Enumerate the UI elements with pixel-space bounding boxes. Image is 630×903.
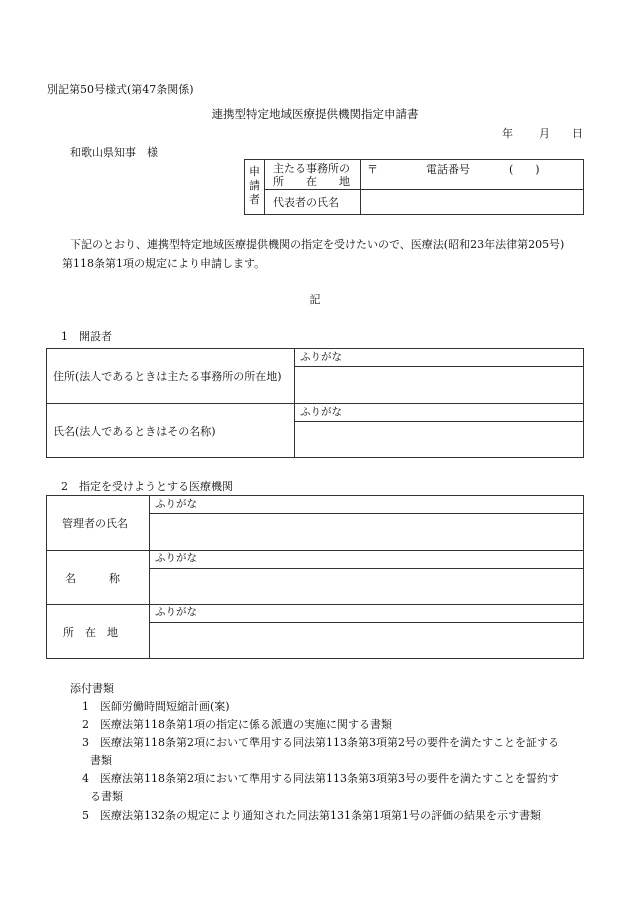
phone-label: 電話番号 — [426, 163, 470, 176]
section1-heading: 1 開設者 — [61, 330, 112, 343]
opener-address-label: 住所(法人であるときは主たる事務所の所在地) — [53, 370, 282, 383]
attachment-item-2: 2 医療法第118条第1項の指定に係る派遣の実施に関する書類 — [82, 718, 392, 731]
date-day: 日 — [572, 127, 583, 140]
addressee: 和歌山県知事 様 — [70, 146, 158, 159]
opener-address-furigana-label: ふりがな — [300, 351, 342, 363]
administrator-name-label: 管理者の氏名 — [62, 517, 128, 530]
section2-row-divider-2 — [46, 604, 584, 605]
location-furigana-label: ふりがな — [155, 606, 197, 618]
phone-parens: ( ) — [509, 163, 540, 176]
opener-address-field[interactable] — [296, 368, 582, 402]
opener-name-label: 氏名(法人であるときはその名称) — [53, 425, 216, 438]
request-paragraph-line2: 第118条第1項の規定により申請します。 — [62, 257, 266, 270]
applicant-divider-label — [360, 159, 361, 215]
attachment-item-3-line2: 書類 — [90, 754, 112, 767]
applicant-side-char-3: 者 — [249, 193, 260, 206]
section1-furigana-divider-2 — [294, 421, 584, 422]
date-year: 年 — [502, 127, 513, 140]
attachments-heading: 添付書類 — [70, 682, 114, 695]
request-paragraph-line1: 下記のとおり、連携型特定地域医療提供機関の指定を受けたいので、医療法(昭和23年法律第205号) — [70, 238, 565, 251]
administrator-furigana-label: ふりがな — [155, 498, 197, 510]
office-address-label-1: 主たる事務所の — [273, 162, 350, 175]
document-title: 連携型特定地域医療提供機関指定申請書 — [211, 107, 419, 121]
office-address-label-2: 所 在 地 — [273, 175, 350, 188]
form-number: 別記第50号様式(第47条関係) — [47, 83, 194, 96]
institution-location-field[interactable] — [151, 624, 582, 658]
opener-name-furigana-label: ふりがな — [300, 406, 342, 418]
section2-col-divider — [149, 495, 150, 659]
applicant-divider-side — [264, 159, 265, 215]
section2-furigana-divider-2 — [149, 568, 584, 569]
representative-label: 代表者の氏名 — [273, 196, 339, 209]
section2-furigana-divider-1 — [149, 513, 584, 514]
administrator-name-field[interactable] — [151, 515, 582, 549]
postal-mark: 〒 — [367, 163, 378, 176]
applicant-row-divider — [264, 189, 584, 190]
section1-furigana-divider-1 — [294, 366, 584, 367]
section2-furigana-divider-3 — [149, 622, 584, 623]
attachment-item-4-line2: る書類 — [90, 790, 123, 803]
date-month: 月 — [539, 127, 550, 140]
section2-row-divider-1 — [46, 550, 584, 551]
applicant-side-char-2: 請 — [249, 179, 260, 192]
ki-marker: 記 — [309, 293, 321, 306]
attachment-item-5: 5 医療法第132条の規定により通知された同法第131条第1項第1号の評価の結果を示す書類 — [82, 809, 541, 822]
institution-name-field[interactable] — [151, 570, 582, 603]
applicant-side-char-1: 申 — [249, 165, 260, 178]
section2-heading: 2 指定を受けようとする医療機関 — [61, 480, 233, 493]
attachment-item-1: 1 医師労働時間短縮計画(案) — [82, 700, 230, 713]
institution-furigana-label: ふりがな — [155, 552, 197, 564]
office-address-field[interactable] — [372, 170, 572, 184]
attachment-item-3-line1: 3 医療法第118条第2項において準用する同法第113条第3項第2号の要件を満たすことを証する — [82, 736, 559, 749]
opener-name-field[interactable] — [296, 423, 582, 457]
section1-row-divider — [46, 403, 584, 404]
attachment-item-4-line1: 4 医療法第118条第2項において準用する同法第113条第3項第3号の要件を満たすことを誓約す — [82, 772, 559, 785]
institution-location-label: 所 在 地 — [63, 626, 118, 639]
representative-name-field[interactable] — [366, 192, 580, 212]
institution-name-label: 名 称 — [65, 572, 120, 585]
